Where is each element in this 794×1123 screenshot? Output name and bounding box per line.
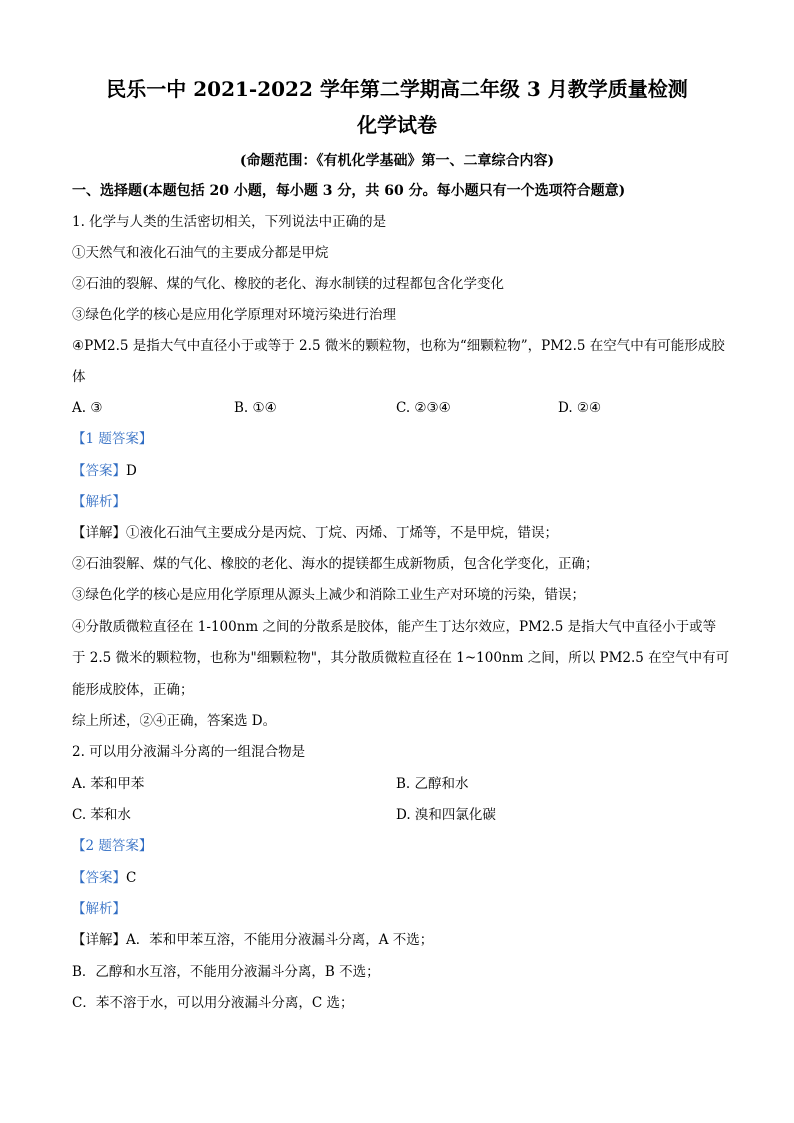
q2-option-c: C. 苯和水 bbox=[72, 807, 131, 823]
q1-statement-3: ③绿色化学的核心是应用化学原理对环境污染进行治理 bbox=[72, 307, 396, 323]
answer-bracket: 【答案】 bbox=[72, 463, 126, 479]
exam-title: 民乐一中 2021-2022 学年第二学期高二年级 3 月教学质量检测 bbox=[106, 77, 688, 101]
q1-detail-4: ④分散质微粒直径在 1-100nm 之间的分散系是胶体，能产生丁达尔效应，PM2.5 是指大气中直径小于或等 bbox=[72, 619, 717, 635]
q2-stem: 2. 可以用分液漏斗分离的一组混合物是 bbox=[72, 744, 306, 760]
q2-option-b: B. 乙醇和水 bbox=[396, 776, 469, 792]
q1-detail-3: ③绿色化学的核心是应用化学原理从源头上减少和消除工业生产对环境的污染，错误； bbox=[72, 587, 585, 603]
q2-detail-3: C．苯不溶于水，可以用分液漏斗分离，C 选； bbox=[72, 995, 354, 1011]
exam-scope: (命题范围：《有机化学基础》第一、二章综合内容) bbox=[239, 153, 555, 169]
q1-analysis-tag: 【解析】 bbox=[72, 494, 126, 510]
q2-option-d: D. 溴和四氯化碳 bbox=[396, 807, 496, 823]
exam-subtitle: 化学试卷 bbox=[357, 113, 437, 137]
q2-analysis-tag: 【解析】 bbox=[72, 901, 126, 917]
q1-option-a: A. ③ bbox=[72, 400, 103, 416]
q1-option-d: D. ②④ bbox=[558, 400, 602, 416]
q1-option-c: C. ②③④ bbox=[396, 400, 451, 416]
q1-summary: 综上所述，②④正确，答案选 D。 bbox=[72, 713, 277, 729]
q1-option-b: B. ①④ bbox=[234, 400, 277, 416]
q1-statement-4: ④PM2.5 是指大气中直径小于或等于 2.5 微米的颗粒物，也称为“细颗粒物”，PM2.5 在空气中有可能形成胶 bbox=[72, 338, 725, 354]
q1-statement-4-cont: 体 bbox=[72, 369, 86, 385]
q1-statement-1: ①天然气和液化石油气的主要成分都是甲烷 bbox=[72, 245, 329, 261]
q1-detail-4-end: 能形成胶体，正确； bbox=[72, 682, 194, 698]
q1-detail-4-cont: 于 2.5 微米的颗粒物，也称为"细颗粒物"，其分散质微粒直径在 1~100nm 之间，所以 PM2.5 在空气中有可 bbox=[72, 650, 730, 666]
q1-detail-1: 【详解】①液化石油气主要成分是丙烷、丁烷、丙烯、丁烯等，不是甲烷，错误； bbox=[72, 525, 558, 541]
q1-detail-2: ②石油裂解、煤的气化、橡胶的老化、海水的提镁都生成新物质，包含化学变化，正确； bbox=[72, 556, 599, 572]
q1-answer bbox=[72, 461, 137, 481]
q2-answer-value: C bbox=[126, 870, 137, 886]
q2-answer-tag: 【2 题答案】 bbox=[72, 838, 153, 854]
q2-answer bbox=[72, 868, 136, 888]
q2-option-a: A. 苯和甲苯 bbox=[72, 776, 145, 792]
q2-detail-1: 【详解】A．苯和甲苯互溶，不能用分液漏斗分离，A 不选； bbox=[72, 932, 434, 948]
q1-statement-2: ②石油的裂解、煤的气化、橡胶的老化、海水制镁的过程都包含化学变化 bbox=[72, 276, 504, 292]
q1-answer-tag: 【1 题答案】 bbox=[72, 431, 153, 447]
answer-bracket: 【答案】 bbox=[72, 870, 126, 886]
q1-answer-value: D bbox=[126, 463, 137, 479]
q2-detail-2: B．乙醇和水互溶，不能用分液漏斗分离，B 不选； bbox=[72, 964, 380, 980]
section-heading: 一、选择题(本题包括 20 小题，每小题 3 分，共 60 分。每小题只有一个选项符合题意) bbox=[72, 183, 626, 199]
q1-stem: 1. 化学与人类的生活密切相关，下列说法中正确的是 bbox=[72, 214, 387, 230]
